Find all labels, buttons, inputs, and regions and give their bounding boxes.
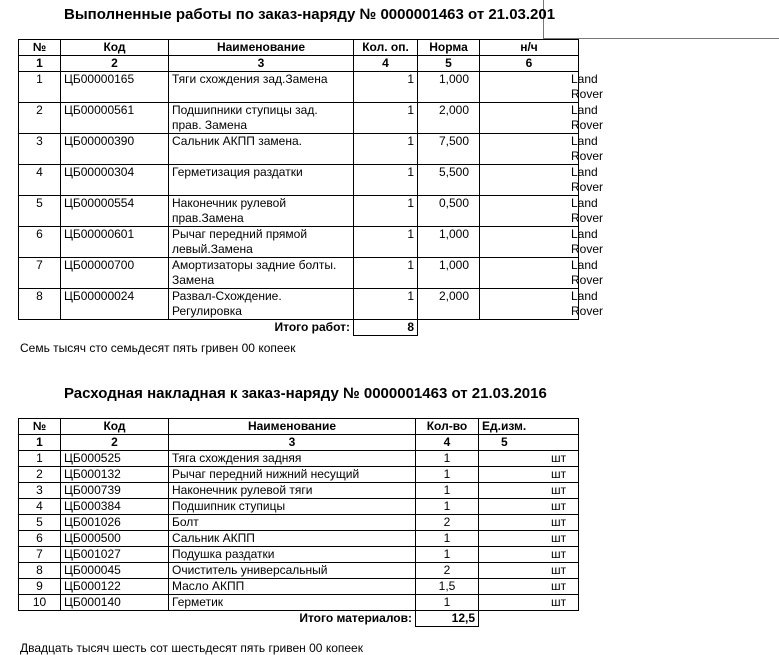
works-colnum: 5 — [418, 56, 480, 72]
works-title: Выполненные работы по заказ-наряду № 0000001463 от 21.03.201 — [64, 6, 556, 23]
row-code: ЦБ000525 — [61, 451, 169, 467]
table-row — [19, 227, 579, 258]
works-colnum: 2 — [61, 56, 169, 72]
sheet-edge — [543, 0, 779, 39]
row-name: Герметик — [169, 595, 416, 611]
table-row — [19, 499, 579, 515]
mat-col-unit: Ед.изм. — [479, 419, 579, 435]
row-name: Подшипник ступицы — [169, 499, 416, 515]
row-unit: шт — [479, 579, 579, 595]
table-row — [19, 134, 579, 165]
works-total-pad — [480, 320, 579, 336]
row-qty: 1 — [354, 227, 418, 258]
row-qty: 1 — [416, 467, 479, 483]
mat-colnum: 4 — [416, 435, 479, 451]
row-number: 3 — [19, 134, 61, 165]
row-code: ЦБ00000561 — [61, 103, 169, 134]
row-name: Сальник АКПП замена. — [169, 134, 354, 165]
row-qty: 1,5 — [416, 579, 479, 595]
row-qty: 2 — [416, 515, 479, 531]
row-code: ЦБ00000601 — [61, 227, 169, 258]
works-colnum: 4 — [354, 56, 418, 72]
materials-title: Расходная накладная к заказ-наряду № 0000001463 от 21.03.2016 — [64, 385, 547, 402]
works-total-value: 8 — [354, 320, 418, 336]
row-unit: шт — [479, 547, 579, 563]
works-col-name: Наименование — [169, 40, 354, 56]
works-colnum: 6 — [480, 56, 579, 72]
table-row — [19, 595, 579, 611]
table-row — [19, 467, 579, 483]
row-norm: 0,500 — [418, 196, 480, 227]
row-qty: 1 — [354, 165, 418, 196]
row-number: 8 — [19, 563, 61, 579]
row-code: ЦБ000122 — [61, 579, 169, 595]
row-number: 1 — [19, 72, 61, 103]
row-name: Амортизаторы задние болты. Замена — [169, 258, 354, 289]
works-total-label: Итого работ: — [274, 320, 350, 335]
table-row — [19, 258, 579, 289]
row-code: ЦБ000132 — [61, 467, 169, 483]
row-code: ЦБ00000554 — [61, 196, 169, 227]
row-name: Тяги схождения зад.Замена — [169, 72, 354, 103]
row-qty: 1 — [354, 196, 418, 227]
row-code: ЦБ00000700 — [61, 258, 169, 289]
table-row — [19, 515, 579, 531]
works-colnum: 3 — [169, 56, 354, 72]
row-code: ЦБ001027 — [61, 547, 169, 563]
row-qty: 2 — [416, 563, 479, 579]
table-row — [19, 563, 579, 579]
row-unit: шт — [479, 515, 579, 531]
mat-total-value: 12,5 — [416, 611, 479, 627]
row-number: 7 — [19, 547, 61, 563]
mat-col-code: Код — [61, 419, 169, 435]
mat-colnum: 1 — [19, 435, 61, 451]
row-name: Рычаг передний нижний несущий — [169, 467, 416, 483]
row-unit: шт — [479, 499, 579, 515]
row-code: ЦБ001026 — [61, 515, 169, 531]
row-number: 4 — [19, 165, 61, 196]
table-row — [19, 72, 579, 103]
row-nh: Land Rover — [480, 196, 579, 227]
works-col-num: № — [19, 40, 61, 56]
row-qty: 1 — [354, 134, 418, 165]
works-col-norm: Норма — [418, 40, 480, 56]
row-norm: 1,000 — [418, 72, 480, 103]
row-nh: Land Rover — [480, 258, 579, 289]
row-name: Подшипники ступицы зад. прав. Замена — [169, 103, 354, 134]
row-norm: 2,000 — [418, 103, 480, 134]
row-nh: Land Rover — [480, 227, 579, 258]
row-name: Наконечник рулевой прав.Замена — [169, 196, 354, 227]
row-norm: 2,000 — [418, 289, 480, 320]
row-unit: шт — [479, 531, 579, 547]
row-qty: 1 — [354, 103, 418, 134]
row-code: ЦБ00000390 — [61, 134, 169, 165]
row-code: ЦБ000500 — [61, 531, 169, 547]
row-number: 3 — [19, 483, 61, 499]
row-qty: 1 — [416, 483, 479, 499]
row-qty: 1 — [354, 72, 418, 103]
materials-amount-words: Двадцать тысяч шесть сот шестьдесят пять гривен 00 копеек — [20, 641, 363, 655]
works-table — [18, 39, 604, 336]
row-norm: 1,000 — [418, 258, 480, 289]
works-col-nh: н/ч — [480, 40, 579, 56]
row-unit: шт — [479, 563, 579, 579]
row-number: 2 — [19, 467, 61, 483]
mat-col-name: Наименование — [169, 419, 416, 435]
row-qty: 1 — [416, 531, 479, 547]
row-code: ЦБ000045 — [61, 563, 169, 579]
row-nh: Land Rover — [480, 72, 579, 103]
row-unit: шт — [479, 483, 579, 499]
row-qty: 1 — [354, 289, 418, 320]
row-name: Сальник АКПП — [169, 531, 416, 547]
table-row — [19, 547, 579, 563]
table-row — [19, 165, 579, 196]
row-norm: 1,000 — [418, 227, 480, 258]
row-name: Масло АКПП — [169, 579, 416, 595]
mat-col-qty: Кол-во — [416, 419, 479, 435]
row-number: 7 — [19, 258, 61, 289]
row-qty: 1 — [416, 499, 479, 515]
row-number: 6 — [19, 227, 61, 258]
row-number: 8 — [19, 289, 61, 320]
row-qty: 1 — [416, 595, 479, 611]
works-col-code: Код — [61, 40, 169, 56]
row-number: 10 — [19, 595, 61, 611]
works-col-qty: Кол. оп. — [354, 40, 418, 56]
row-number: 5 — [19, 196, 61, 227]
row-name: Рычаг передний прямой левый.Замена — [169, 227, 354, 258]
table-row — [19, 483, 579, 499]
table-row — [19, 531, 579, 547]
row-code: ЦБ00000024 — [61, 289, 169, 320]
works-table-clip — [18, 39, 604, 335]
row-code: ЦБ000384 — [61, 499, 169, 515]
works-total-pad — [418, 320, 480, 336]
mat-colnum: 3 — [169, 435, 416, 451]
table-row — [19, 103, 579, 134]
row-qty: 1 — [354, 258, 418, 289]
row-code: ЦБ000739 — [61, 483, 169, 499]
row-code: ЦБ000140 — [61, 595, 169, 611]
works-amount-words: Семь тысяч сто семьдесят пять гривен 00 копеек — [20, 341, 296, 355]
row-number: 6 — [19, 531, 61, 547]
row-code: ЦБ00000165 — [61, 72, 169, 103]
row-name: Герметизация раздатки — [169, 165, 354, 196]
table-row — [19, 451, 579, 467]
mat-total-label: Итого материалов: — [299, 611, 412, 626]
materials-table — [18, 418, 579, 627]
row-nh: Land Rover — [480, 134, 579, 165]
row-norm: 7,500 — [418, 134, 480, 165]
row-number: 9 — [19, 579, 61, 595]
row-unit: шт — [479, 467, 579, 483]
table-row — [19, 579, 579, 595]
row-name: Очиститель универсальный — [169, 563, 416, 579]
row-name: Тяга схождения задняя — [169, 451, 416, 467]
row-name: Болт — [169, 515, 416, 531]
row-name: Подушка раздатки — [169, 547, 416, 563]
materials-table-clip — [18, 418, 567, 630]
row-qty: 1 — [416, 547, 479, 563]
table-row — [19, 289, 579, 320]
table-row — [19, 196, 579, 227]
row-unit: шт — [479, 595, 579, 611]
mat-total-pad — [479, 611, 579, 627]
row-number: 1 — [19, 451, 61, 467]
works-colnum: 1 — [19, 56, 61, 72]
row-number: 4 — [19, 499, 61, 515]
mat-colnum: 2 — [61, 435, 169, 451]
row-name: Наконечник рулевой тяги — [169, 483, 416, 499]
mat-colnum: 5 — [479, 435, 579, 451]
row-norm: 5,500 — [418, 165, 480, 196]
mat-col-num: № — [19, 419, 61, 435]
row-nh: Land Rover — [480, 289, 579, 320]
row-code: ЦБ00000304 — [61, 165, 169, 196]
row-qty: 1 — [416, 451, 479, 467]
row-name: Развал-Схождение. Регулировка — [169, 289, 354, 320]
row-nh: Land Rover — [480, 103, 579, 134]
row-nh: Land Rover — [480, 165, 579, 196]
row-number: 5 — [19, 515, 61, 531]
row-number: 2 — [19, 103, 61, 134]
row-unit: шт — [479, 451, 579, 467]
